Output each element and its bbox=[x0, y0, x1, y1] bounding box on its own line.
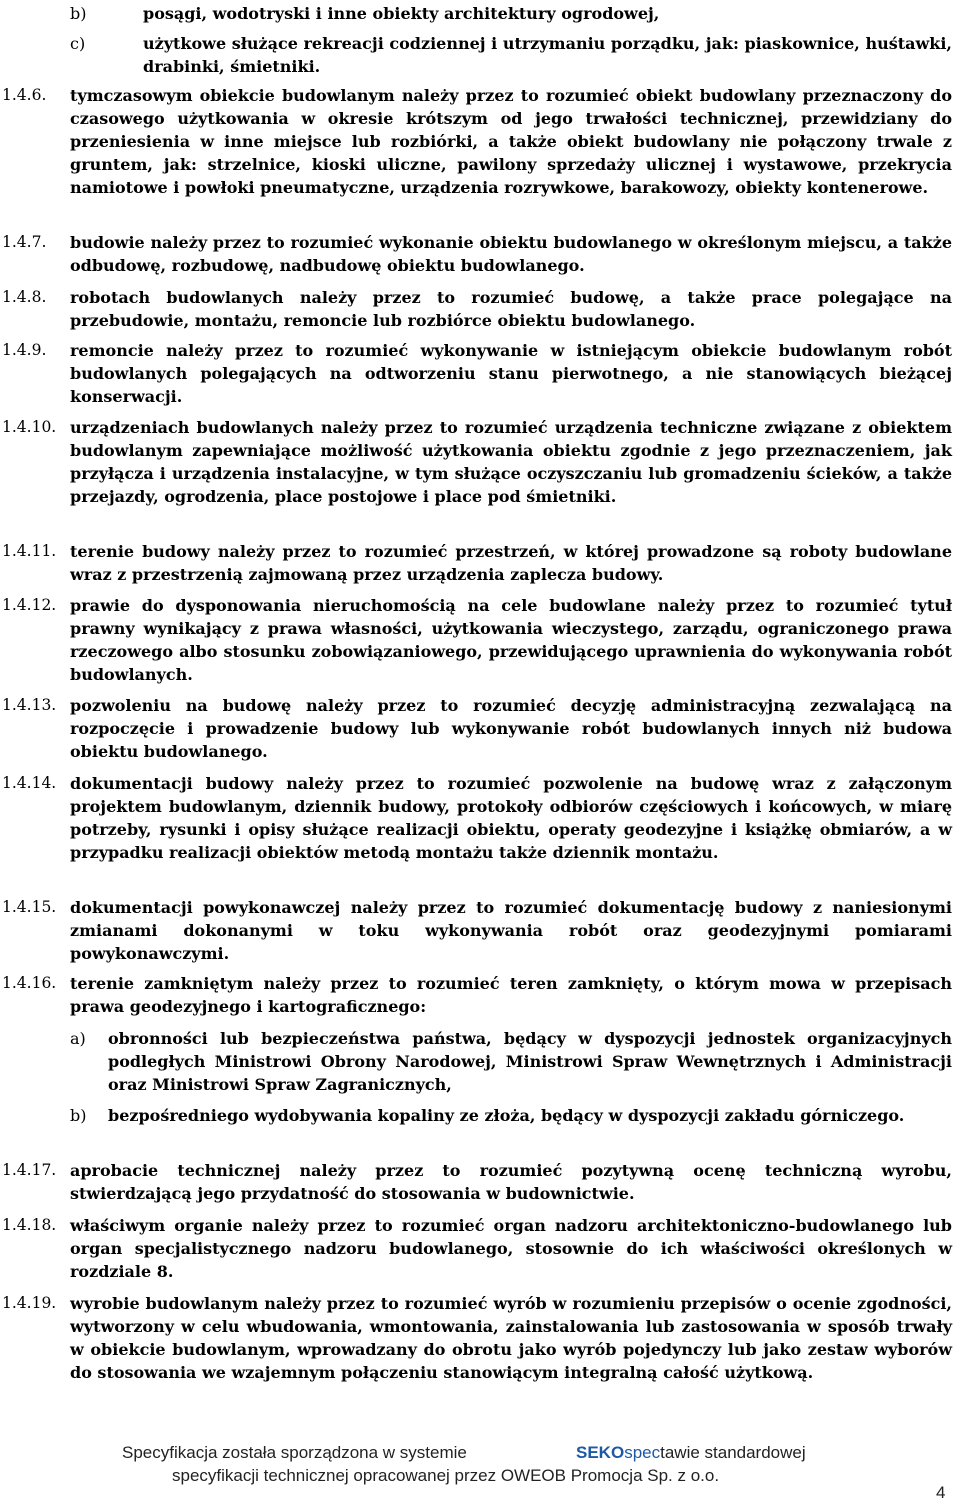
definition-number: 1.4.19. bbox=[2, 1294, 57, 1312]
definition-text: urządzeniach budowlanych należy przez to rozumieć urządzenia techniczne związane z obiektem budowlanym zapewniające możliwość użytkowania obiektu zgodnie z jego przeznaczeniem, jak przyłącza i urządzenia instalacyjne, w tym służące oczyszczaniu lub gromadzeniu ścieków, a także przejazdy, ogrodzenia, place postojowe i place pod śmietniki. bbox=[70, 418, 952, 506]
list-label: b) bbox=[70, 1106, 87, 1125]
definition-number: 1.4.9. bbox=[2, 341, 47, 359]
list-label: b) bbox=[70, 4, 87, 23]
footer-brand bbox=[576, 1442, 806, 1463]
definition-number: 1.4.17. bbox=[2, 1161, 57, 1179]
definition-text: tymczasowym obiekcie budowlanym należy przez to rozumieć obiekt budowlany przeznaczony do czasowego użytkowania w okresie krótszym od jego trwałości technicznej, przewidziany do przeniesienia w inne miejsce lub rozbiórki, a także obiekt budowlany nie połączony trwale z gruntem, jak: strzelnice, kioski uliczne, pawilony sprzedaży ulicznej i wystawowe, przekrycia namiotowe i powłoki pneumatyczne, urządzenia rozrywkowe, barakowozy, obiekty kontenerowe. bbox=[70, 86, 952, 197]
definition-text: dokumentacji powykonawczej należy przez to rozumieć dokumentację budowy z naniesionymi zmianami dokonanymi w toku wykonywania robót oraz geodezyjnymi pomiarami powykonawczymi. bbox=[70, 898, 952, 963]
definition-number: 1.4.7. bbox=[2, 233, 47, 251]
page-number: 4 bbox=[936, 1483, 946, 1502]
footer-text-right: tawie standardowej bbox=[660, 1443, 806, 1462]
definition-text: wyrobie budowlanym należy przez to rozumieć wyrób w rozumieniu przepisów o ocenie zgodności, wytworzony w celu wbudowania, wmontowania, zainstalowania lub zastosowania w sposób trwały w obiekcie budowlanym, wprowadzany do obrotu jako wyrób pojedynczy lub jako zestaw wyborów do stosowania we wzajemnym połączeniu stanowiącym integralną całość użytkową. bbox=[70, 1294, 952, 1382]
list-text: bezpośredniego wydobywania kopaliny ze złoża, będący w dyspozycji zakładu górniczego. bbox=[108, 1106, 905, 1125]
list-text: obronności lub bezpieczeństwa państwa, będący w dyspozycji jednostek organizacyjnych podległych Ministrowi Obrony Narodowej, Ministrowi Spraw Wewnętrznych i Administracji oraz Ministrowi Spraw Zagranicznych, bbox=[108, 1029, 952, 1094]
definition-number: 1.4.12. bbox=[2, 596, 57, 614]
definition-number: 1.4.14. bbox=[2, 774, 57, 792]
definition-number: 1.4.18. bbox=[2, 1216, 57, 1234]
list-label: a) bbox=[70, 1029, 86, 1048]
definition-number: 1.4.11. bbox=[2, 542, 57, 560]
definition-text: pozwoleniu na budowę należy przez to rozumieć decyzję administracyjną zezwalającą na rozpoczęcie i prowadzenie budowy lub wykonywanie robót budowlanych innych niż budowa obiektu budowlanego. bbox=[70, 696, 952, 761]
definition-number: 1.4.6. bbox=[2, 86, 47, 104]
definition-text: aprobacie technicznej należy przez to rozumieć pozytywną ocenę techniczną wyrobu, stwierdzającą jego przydatność do stosowania w budownictwie. bbox=[70, 1161, 952, 1203]
list-text: posągi, wodotryski i inne obiekty architektury ogrodowej, bbox=[143, 4, 660, 23]
footer-text-line2: specyfikacji technicznej opracowanej przez OWEOB Promocja Sp. z o.o. bbox=[172, 1466, 720, 1485]
brand-spec: spec bbox=[624, 1443, 661, 1462]
list-label: c) bbox=[70, 34, 86, 53]
list-text: użytkowe służące rekreacji codziennej i utrzymaniu porządku, jak: piaskownice, huśtawki, drabinki, śmietniki. bbox=[143, 34, 952, 76]
footer-text-left: Specyfikacja została sporządzona w systemie bbox=[122, 1443, 467, 1462]
brand-seko: SEKO bbox=[576, 1443, 625, 1462]
definition-text: budowie należy przez to rozumieć wykonanie obiektu budowlanego w określonym miejscu, a także odbudowę, rozbudowę, nadbudowę obiektu budowlanego. bbox=[70, 233, 952, 275]
definition-text: prawie do dysponowania nieruchomością na cele budowlane należy przez to rozumieć tytuł prawny wynikający z prawa własności, użytkowania wieczystego, zarządu, ograniczonego prawa rzeczowego albo stosunku zobowiązaniowego, przewidującego uprawnienia do wykonywania robót budowlanych. bbox=[70, 596, 952, 684]
definition-text: remoncie należy przez to rozumieć wykonywanie w istniejącym obiekcie budowlanym robót budowlanych polegających na odtworzeniu stanu pierwotnego, a nie stanowiących bieżącej konserwacji. bbox=[70, 341, 952, 406]
definition-number: 1.4.16. bbox=[2, 974, 57, 992]
definition-text: terenie budowy należy przez to rozumieć przestrzeń, w której prowadzone są roboty budowlane wraz z przestrzenią zajmowaną przez urządzenia zaplecza budowy. bbox=[70, 542, 952, 584]
definition-text: właściwym organie należy przez to rozumieć organ nadzoru architektoniczno-budowlanego lub organ specjalistycznego nadzoru budowlanego, stosownie do ich właściwości określonych w rozdziale 8. bbox=[70, 1216, 952, 1281]
definition-text: terenie zamkniętym należy przez to rozumieć teren zamknięty, o którym mowa w przepisach prawa geodezyjnego i kartograficznego: bbox=[70, 974, 952, 1016]
definition-text: robotach budowlanych należy przez to rozumieć budowę, a także prace polegające na przebudowie, montażu, remoncie lub rozbiórce obiektu budowlanego. bbox=[70, 288, 952, 330]
definition-number: 1.4.8. bbox=[2, 288, 47, 306]
definition-text: dokumentacji budowy należy przez to rozumieć pozwolenie na budowę wraz z załączonym projektem budowlanym, dziennik budowy, protokoły odbiorów częściowych i końcowych, w miarę potrzeby, rysunki i opisy służące realizacji obiektu, operaty geodezyjne i książkę obmiarów, a w przypadku realizacji obiektów metodą montażu także dziennik montażu. bbox=[70, 774, 952, 862]
definition-number: 1.4.15. bbox=[2, 898, 57, 916]
definition-number: 1.4.13. bbox=[2, 696, 57, 714]
definition-number: 1.4.10. bbox=[2, 418, 57, 436]
